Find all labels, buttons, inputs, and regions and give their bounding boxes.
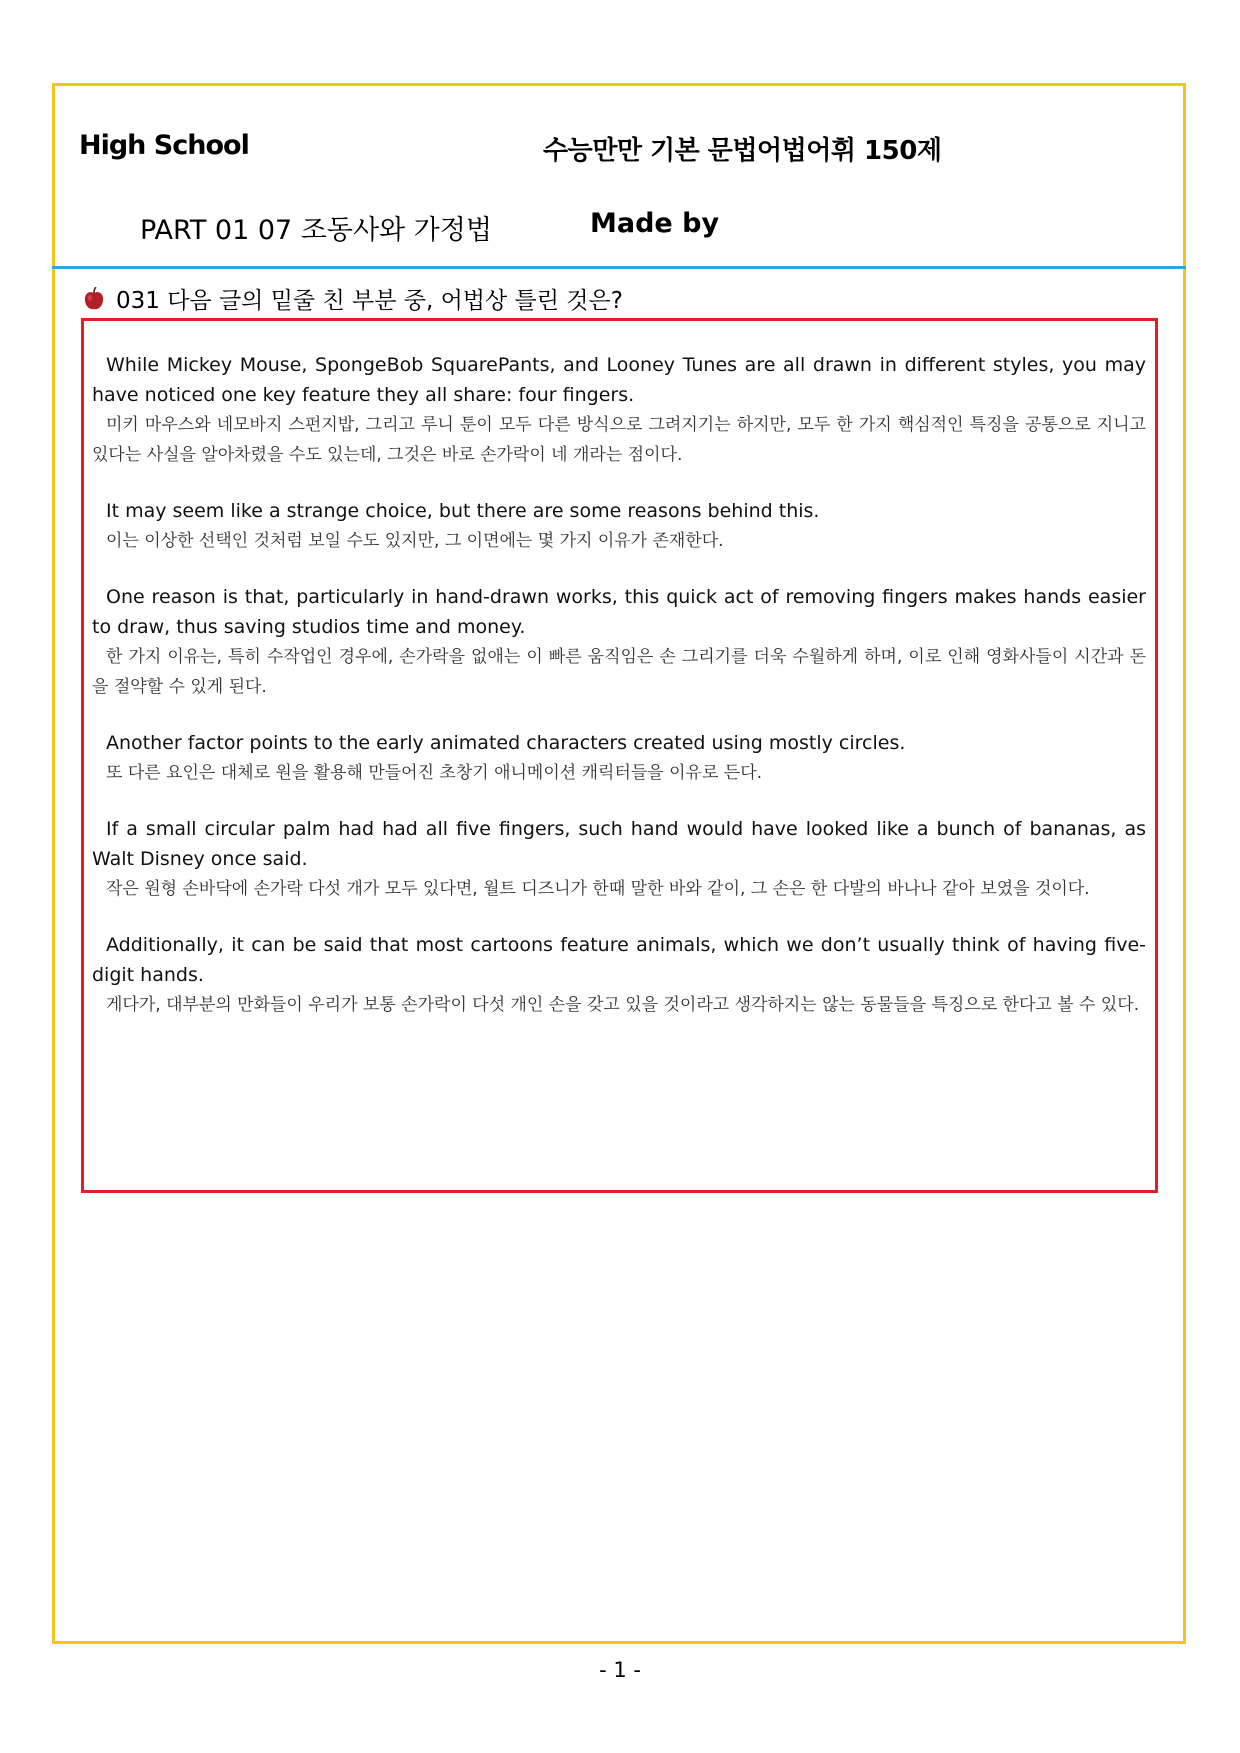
- paragraph: [92, 814, 1146, 904]
- paragraph: [92, 496, 1146, 556]
- paragraph: [92, 582, 1146, 702]
- level-label: High School: [79, 130, 249, 161]
- page-number: - 1 -: [599, 1658, 641, 1682]
- made-by-label: Made by: [590, 208, 720, 239]
- passage: [92, 350, 1146, 1046]
- paragraph: [92, 350, 1146, 470]
- book-title: 수능만만 기본 문법어법어휘 150제: [543, 136, 942, 166]
- korean-translation: 한 가지 이유는, 특히 수작업인 경우에, 손가락을 없애는 이 빠른 움직임은 손 그리기를 더욱 수월하게 하며, 이로 인해 영화사들이 시간과 돈을 절약할 수 있게 된다.: [92, 647, 1146, 697]
- english-sentence: While Mickey Mouse, SpongeBob SquarePants, and Looney Tunes are all drawn in different styles, you may have noticed one key feature they all share: four fingers.: [92, 354, 1146, 406]
- korean-translation: 또 다른 요인은 대체로 원을 활용해 만들어진 초창기 애니메이션 캐릭터들을 이유로 든다.: [106, 763, 763, 783]
- english-sentence: One reason is that, particularly in hand-drawn works, this quick act of removing fingers makes hands easier to draw, thus saving studios time and money.: [92, 586, 1146, 638]
- header-divider: [52, 266, 1186, 269]
- english-sentence: Another factor points to the early animated characters created using mostly circles.: [106, 732, 906, 754]
- english-sentence: If a small circular palm had had all five fingers, such hand would have looked like a bunch of bananas, as Walt Disney once said.: [92, 818, 1146, 870]
- question-line: [84, 282, 623, 315]
- apple-icon: [84, 287, 104, 311]
- part-title: PART 01 07 조동사와 가정법: [140, 215, 492, 246]
- korean-translation: 이는 이상한 선택인 것처럼 보일 수도 있지만, 그 이면에는 몇 가지 이유가 존재한다.: [106, 531, 724, 551]
- question-text: 031 다음 글의 밑줄 친 부분 중, 어법상 틀린 것은?: [116, 288, 623, 314]
- paragraph: [92, 930, 1146, 1020]
- paragraph: [92, 728, 1146, 788]
- english-sentence: It may seem like a strange choice, but there are some reasons behind this.: [106, 500, 820, 522]
- korean-translation: 미키 마우스와 네모바지 스펀지밥, 그리고 루니 툰이 모두 다른 방식으로 그려지기는 하지만, 모두 한 가지 핵심적인 특징을 공통으로 지니고 있다는 사실을 알아차렸을 수도 있는데, 그것은 바로 손가락이 네 개라는 점이다.: [92, 415, 1146, 465]
- korean-translation: 작은 원형 손바닥에 손가락 다섯 개가 모두 있다면, 월트 디즈니가 한때 말한 바와 같이, 그 손은 한 다발의 바나나 같아 보였을 것이다.: [106, 879, 1090, 899]
- english-sentence: Additionally, it can be said that most cartoons feature animals, which we don’t usually think of having five-digit hands.: [92, 934, 1146, 986]
- korean-translation: 게다가, 대부분의 만화들이 우리가 보통 손가락이 다섯 개인 손을 갖고 있을 것이라고 생각하지는 않는 동물들을 특징으로 한다고 볼 수 있다.: [106, 995, 1140, 1015]
